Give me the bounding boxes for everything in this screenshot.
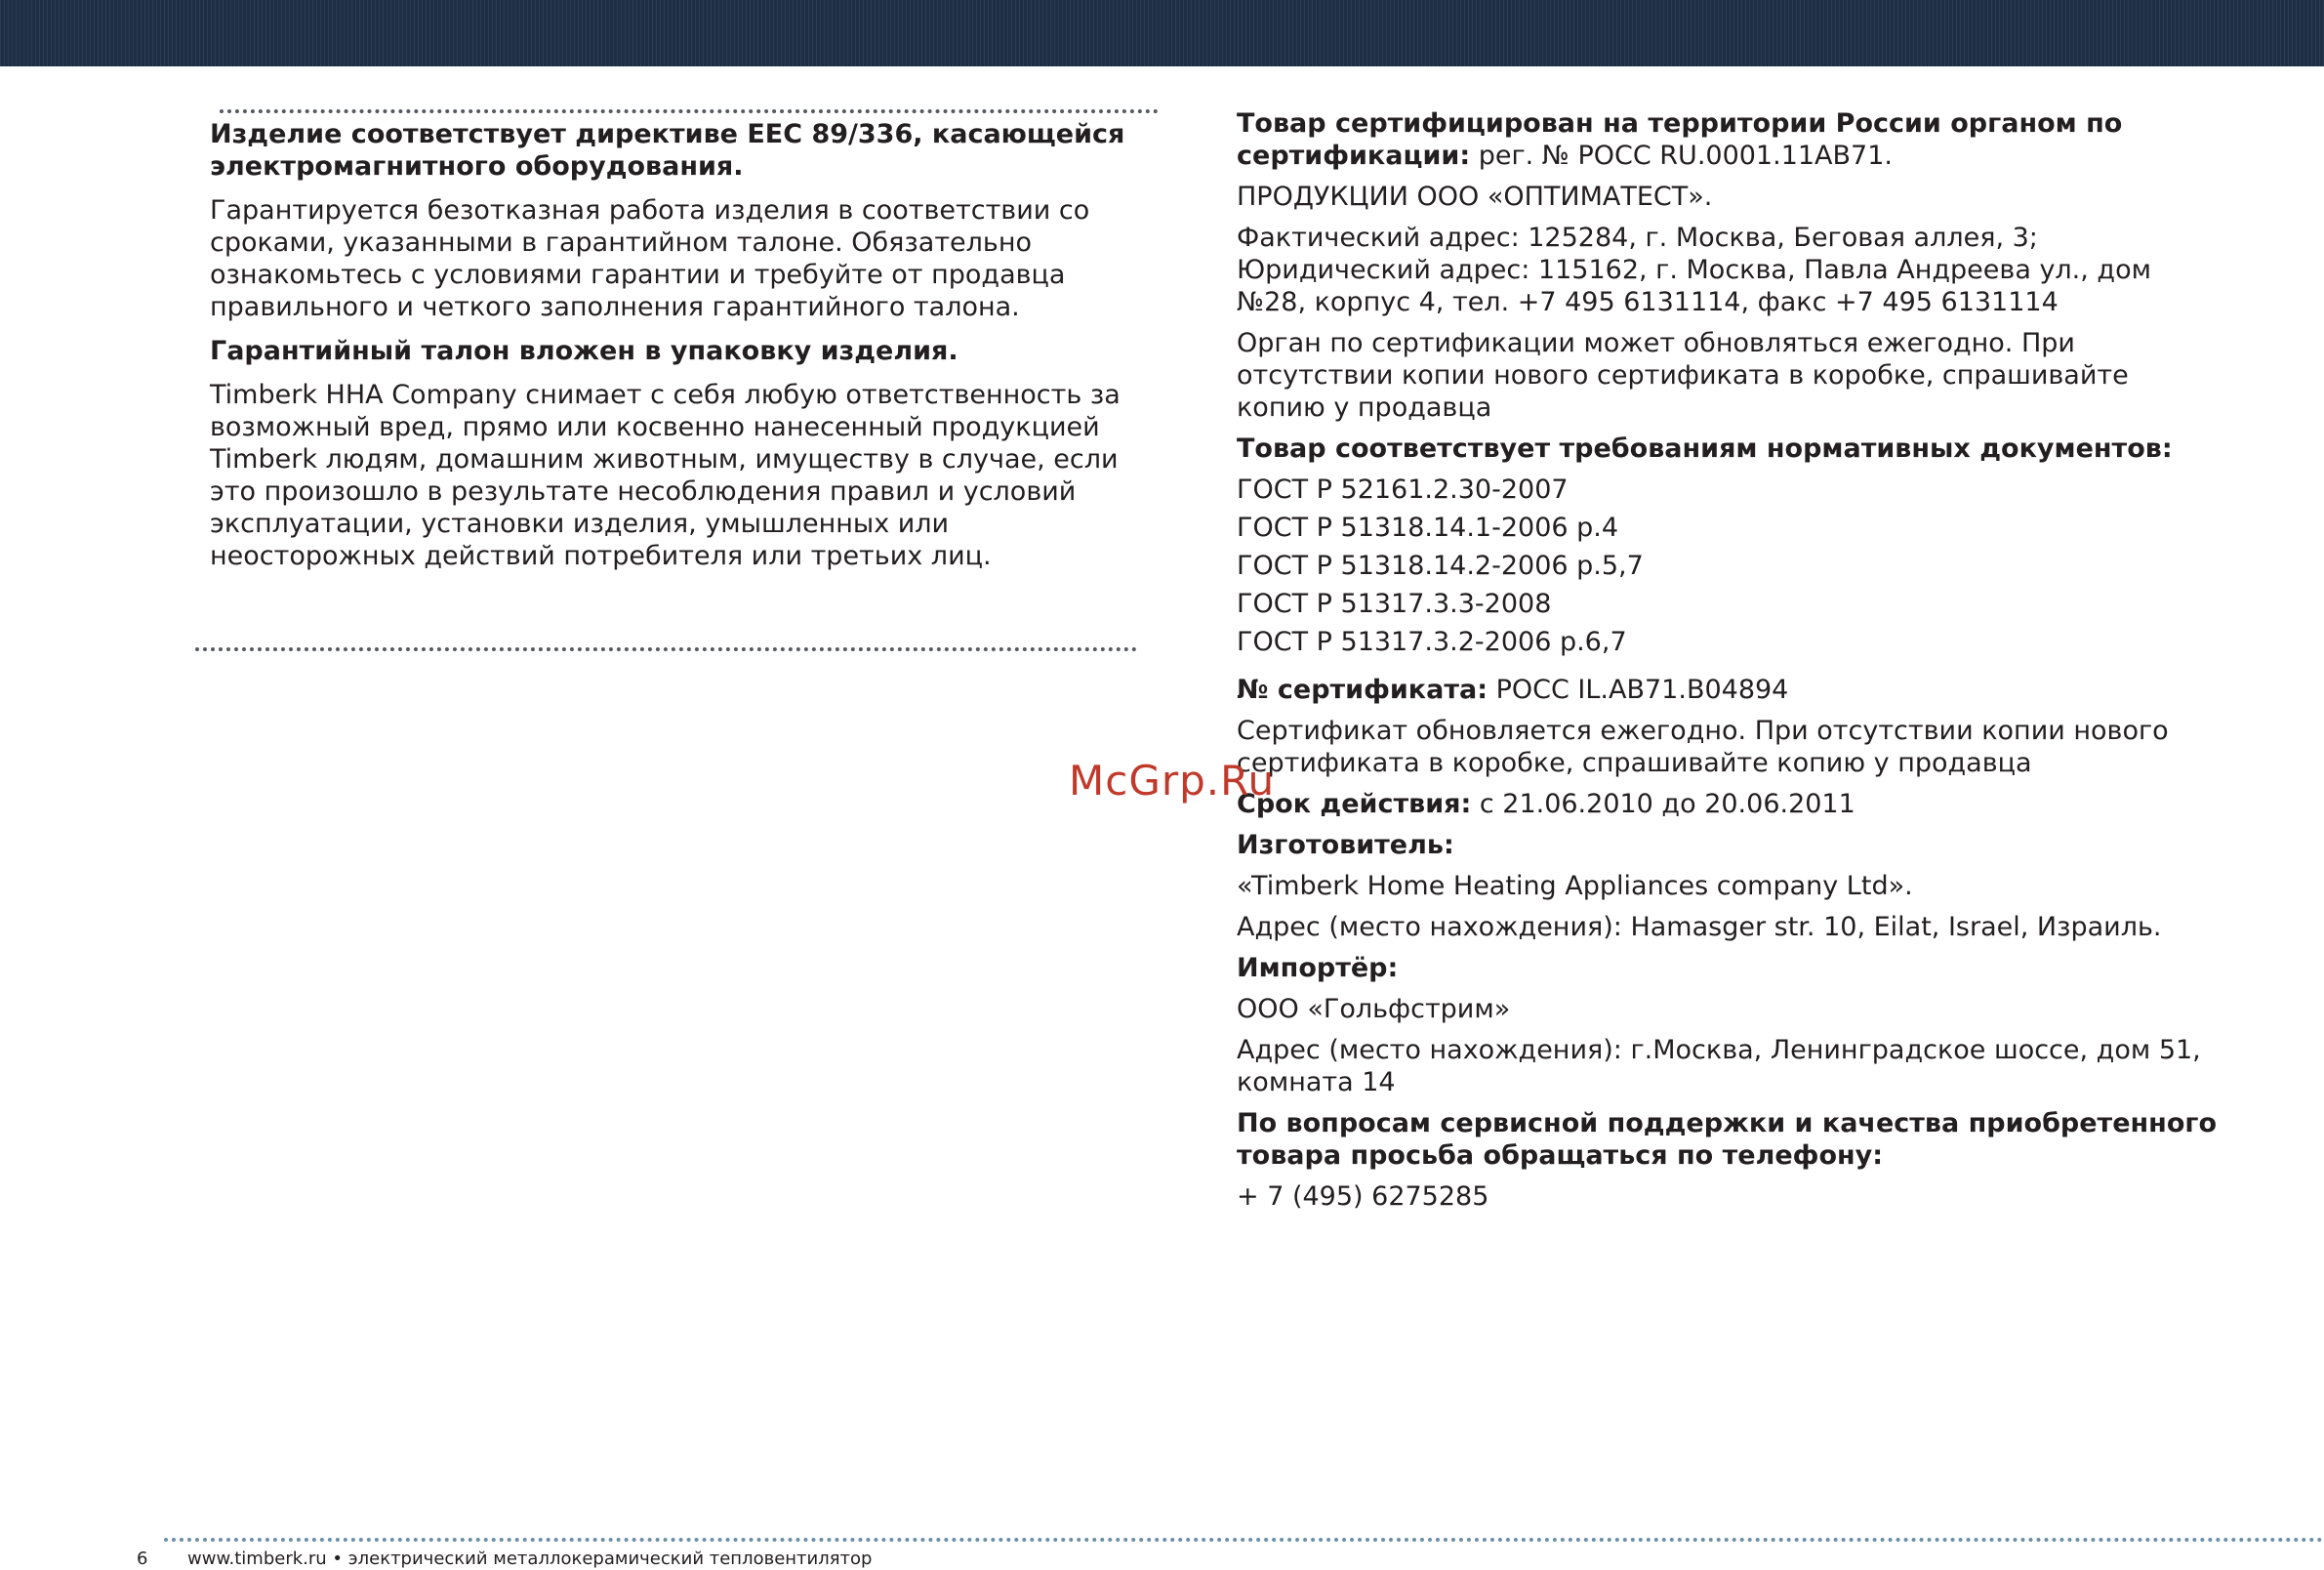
footer-divider: [164, 1538, 2324, 1542]
warranty-paragraph: Гарантируется безотказная работа изделия в соответствии со сроками, указанными в гарантийном талоне. Обязательно ознакомьтесь с условиями гарантии и требуйте от продавца правильного и четкого заполнения гарантийного талона.: [210, 195, 1090, 322]
top-divider: [220, 109, 1159, 113]
support-heading: По вопросам сервисной поддержки и качества приобретенного товара просьба обращаться по телефону:: [1237, 1108, 2218, 1171]
left-column: [210, 118, 1137, 584]
certificate-value: РОСС IL.АВ71.В04894: [1488, 675, 1789, 705]
importer-label: Импортёр:: [1237, 953, 1399, 983]
norms-heading: Товар соответствует требованиям нормативных документов:: [1237, 434, 2173, 464]
validity-label: Срок действия:: [1237, 789, 1472, 819]
certification-org: ПРОДУКЦИИ ООО «ОПТИМАТЕСТ».: [1237, 182, 1713, 212]
directive-heading: Изделие соответствует директиве EEC 89/336, касающейся электромагнитного оборудования.: [210, 119, 1125, 182]
gost-item: ГОСТ Р 52161.2.30-2007: [1237, 475, 1569, 505]
warranty-card-heading: Гарантийный талон вложен в упаковку изделия.: [210, 336, 958, 366]
certification-note: Орган по сертификации может обновляться ежегодно. При отсутствии копии нового сертификата в коробке, спрашивайте копию у продавца: [1237, 328, 2129, 423]
support-phone: + 7 (495) 6275285: [1237, 1181, 1489, 1212]
importer-name: ООО «Гольфстрим»: [1237, 994, 1511, 1024]
certificate-note: Сертификат обновляется ежегодно. При отсутствии копии нового сертификата в коробке, спрашивайте копию у продавца: [1237, 716, 2169, 778]
manufacturer-label: Изготовитель:: [1237, 830, 1454, 860]
manufacturer-name: «Timberk Home Heating Appliances company Ltd».: [1237, 871, 1913, 901]
header-bar: [0, 0, 2324, 66]
certification-heading: Товар сертифицирован на территории России органом по сертификации:: [1237, 108, 2123, 171]
manufacturer-address: Адрес (место нахождения): Hamasger str. 10, Eilat, Israel, Израиль.: [1237, 912, 2162, 942]
certificate-number: [1237, 674, 2222, 706]
watermark: McGrp.Ru: [1069, 757, 1276, 805]
importer-address: Адрес (место нахождения): г.Москва, Ленинградское шоссе, дом 51, комната 14: [1237, 1035, 2201, 1097]
validity: [1237, 788, 2222, 820]
gost-item: ГОСТ Р 51317.3.3-2008: [1237, 589, 1552, 619]
certification-block: [1237, 107, 2222, 172]
footer-text: www.timberk.ru • электрический металлокерамический тепловентилятор: [187, 1549, 873, 1569]
liability-paragraph: Timberk HHA Company снимает с себя любую ответственность за возможный вред, прямо или косвенно нанесенный продукцией Timberk людям, домашним животным, имуществу в случае, если это произошло в результате несоблюдения правил и условий эксплуатации, установки изделия, умышленных или неосторожных действий потребителя или третьих лиц.: [210, 380, 1121, 571]
right-column: [1237, 107, 2222, 1221]
gost-item: ГОСТ Р 51318.14.1-2006 р.4: [1237, 513, 1619, 543]
certification-reg: рег. № РОСС RU.0001.11АВ71.: [1470, 141, 1893, 171]
gost-item: ГОСТ Р 51318.14.2-2006 р.5,7: [1237, 551, 1644, 581]
certification-address: Фактический адрес: 125284, г. Москва, Беговая аллея, 3; Юридический адрес: 115162, г. Москва, Павла Андреева ул., дом №28, корпус 4, тел. +7 495 6131114, факс +7 495 6131114: [1237, 223, 2151, 317]
certificate-label: № сертификата:: [1237, 675, 1488, 705]
gost-item: ГОСТ Р 51317.3.2-2006 р.6,7: [1237, 627, 1627, 657]
bottom-divider: [195, 647, 1137, 651]
validity-value: с 21.06.2010 до 20.06.2011: [1471, 789, 1855, 819]
page-number: 6: [137, 1549, 148, 1569]
